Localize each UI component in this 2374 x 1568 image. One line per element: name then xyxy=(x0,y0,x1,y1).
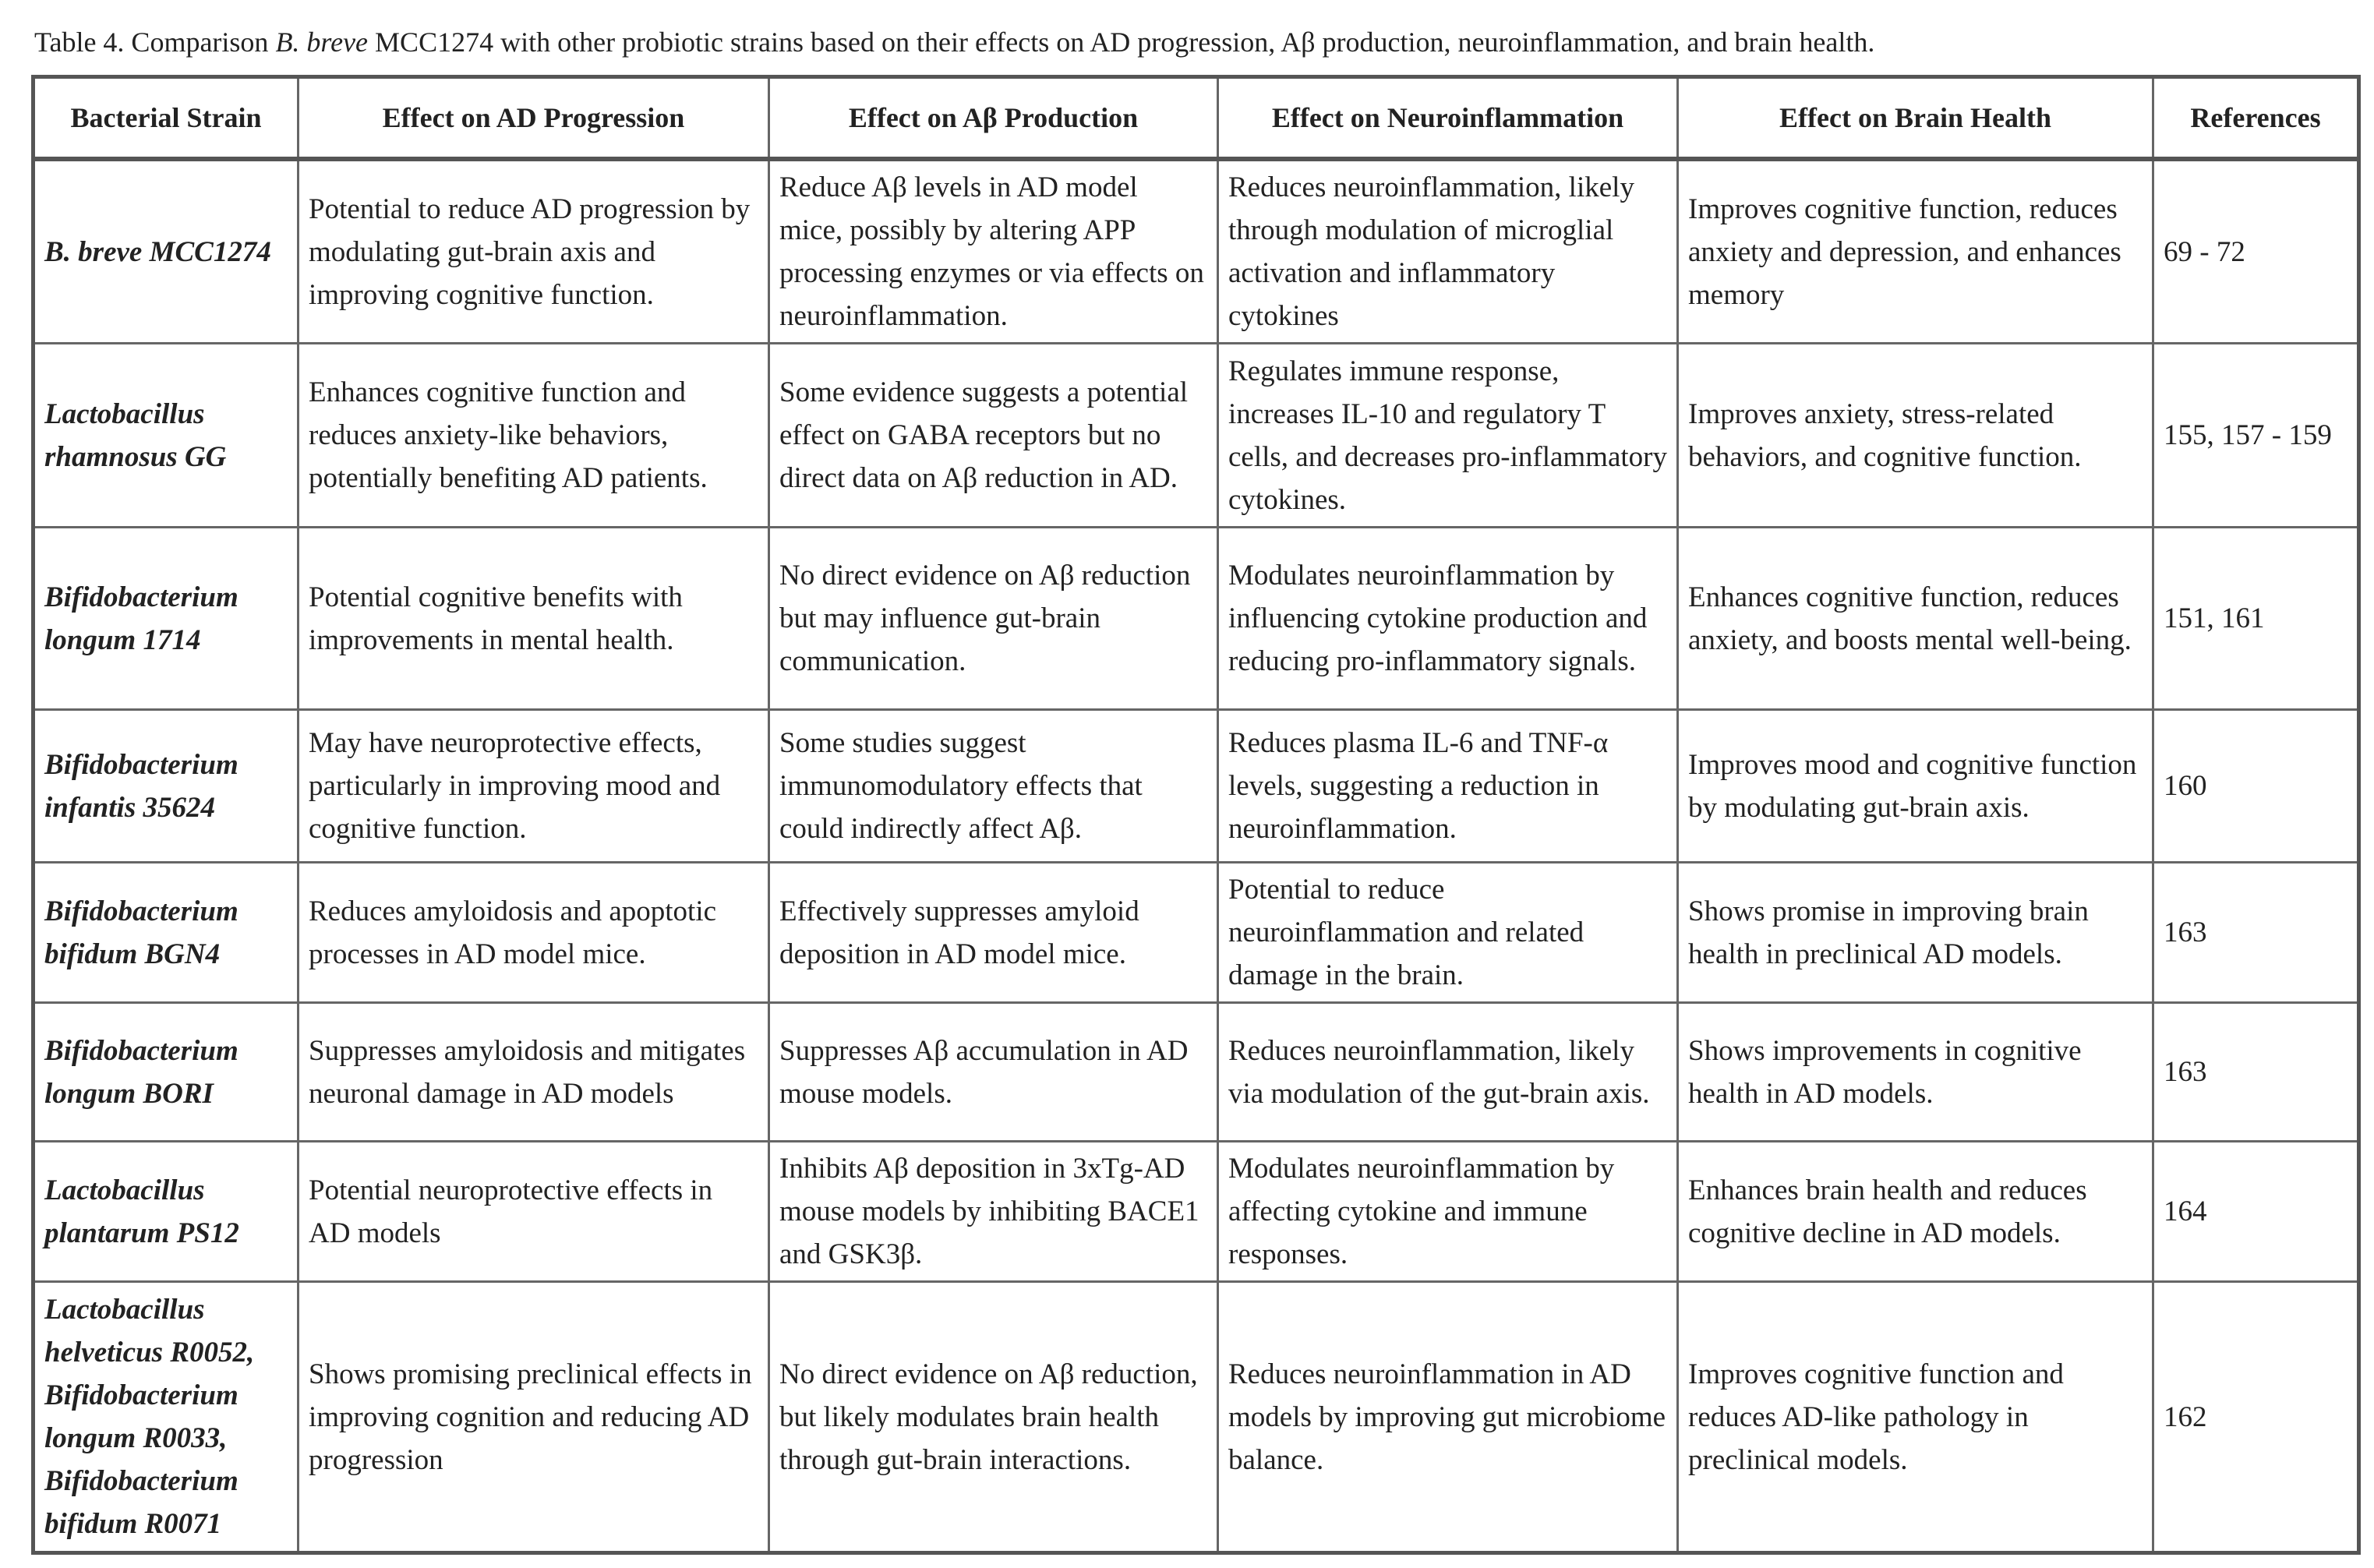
header-abeta-production: Effect on Aβ Production xyxy=(769,77,1218,160)
strain-cell: Bifidobacterium bifidum BGN4 xyxy=(34,863,299,1003)
brain-health-cell: Improves cognitive function, reduces anxiety and depression, and enhances memory xyxy=(1678,159,2153,344)
header-references: References xyxy=(2153,77,2359,160)
brain-health-cell: Improves anxiety, stress-related behaviors, and cognitive function. xyxy=(1678,344,2153,528)
table-row xyxy=(34,863,2359,1003)
abeta-cell: Inhibits Aβ deposition in 3xTg-AD mouse models by inhibiting BACE1 and GSK3β. xyxy=(769,1142,1218,1282)
neuroinflammation-cell: Modulates neuroinflammation by influencing cytokine production and reducing pro-inflammatory signals. xyxy=(1218,528,1678,710)
table-row xyxy=(34,159,2359,344)
neuroinflammation-cell: Reduces neuroinflammation, likely via modulation of the gut-brain axis. xyxy=(1218,1003,1678,1142)
brain-health-cell: Improves mood and cognitive function by modulating gut-brain axis. xyxy=(1678,710,2153,863)
ad-progression-cell: Reduces amyloidosis and apoptotic processes in AD model mice. xyxy=(299,863,769,1003)
header-brain-health: Effect on Brain Health xyxy=(1678,77,2153,160)
strain-cell: Bifidobacterium infantis 35624 xyxy=(34,710,299,863)
brain-health-cell: Shows improvements in cognitive health in AD models. xyxy=(1678,1003,2153,1142)
abeta-cell: Suppresses Aβ accumulation in AD mouse models. xyxy=(769,1003,1218,1142)
ad-progression-cell: May have neuroprotective effects, particularly in improving mood and cognitive function. xyxy=(299,710,769,863)
table-row xyxy=(34,528,2359,710)
neuroinflammation-cell: Reduces neuroinflammation in AD models by improving gut microbiome balance. xyxy=(1218,1282,1678,1553)
references-cell: 164 xyxy=(2153,1142,2359,1282)
caption-species: B. breve xyxy=(275,26,369,58)
references-cell: 160 xyxy=(2153,710,2359,863)
abeta-cell: No direct evidence on Aβ reduction, but likely modulates brain health through gut-brain interactions. xyxy=(769,1282,1218,1553)
neuroinflammation-cell: Modulates neuroinflammation by affecting cytokine and immune responses. xyxy=(1218,1142,1678,1282)
table-row xyxy=(34,1142,2359,1282)
strain-cell: B. breve MCC1274 xyxy=(34,159,299,344)
abeta-cell: Some studies suggest immunomodulatory effects that could indirectly affect Aβ. xyxy=(769,710,1218,863)
ad-progression-cell: Shows promising preclinical effects in improving cognition and reducing AD progression xyxy=(299,1282,769,1553)
neuroinflammation-cell: Reduces plasma IL-6 and TNF-α levels, suggesting a reduction in neuroinflammation. xyxy=(1218,710,1678,863)
ad-progression-cell: Potential neuroprotective effects in AD models xyxy=(299,1142,769,1282)
strain-cell: Bifidobacterium longum 1714 xyxy=(34,528,299,710)
neuroinflammation-cell: Reduces neuroinflammation, likely through modulation of microglial activation and inflammatory cytokines xyxy=(1218,159,1678,344)
comparison-table xyxy=(31,75,2361,1555)
references-cell: 155, 157 - 159 xyxy=(2153,344,2359,528)
table-row xyxy=(34,1003,2359,1142)
strain-cell: Lactobacillus plantarum PS12 xyxy=(34,1142,299,1282)
table-row xyxy=(34,1282,2359,1553)
header-bacterial-strain: Bacterial Strain xyxy=(34,77,299,160)
table-row xyxy=(34,344,2359,528)
strain-cell: Bifidobacterium longum BORI xyxy=(34,1003,299,1142)
brain-health-cell: Shows promise in improving brain health in preclinical AD models. xyxy=(1678,863,2153,1003)
references-cell: 163 xyxy=(2153,1003,2359,1142)
abeta-cell: Effectively suppresses amyloid deposition in AD model mice. xyxy=(769,863,1218,1003)
caption-suffix: MCC1274 with other probiotic strains based on their effects on AD progression, Aβ production, neuroinflammation, and brain health. xyxy=(368,26,1875,58)
header-row xyxy=(34,77,2359,160)
strain-cell: Lactobacillus rhamnosus GG xyxy=(34,344,299,528)
brain-health-cell: Improves cognitive function and reduces AD-like pathology in preclinical models. xyxy=(1678,1282,2153,1553)
strain-cell: Lactobacillus helveticus R0052, Bifidobacterium longum R0033, Bifidobacterium bifidum R0071 xyxy=(34,1282,299,1553)
references-cell: 151, 161 xyxy=(2153,528,2359,710)
ad-progression-cell: Potential cognitive benefits with improvements in mental health. xyxy=(299,528,769,710)
abeta-cell: No direct evidence on Aβ reduction but may influence gut-brain communication. xyxy=(769,528,1218,710)
references-cell: 69 - 72 xyxy=(2153,159,2359,344)
abeta-cell: Some evidence suggests a potential effect on GABA receptors but no direct data on Aβ reduction in AD. xyxy=(769,344,1218,528)
header-ad-progression: Effect on AD Progression xyxy=(299,77,769,160)
abeta-cell: Reduce Aβ levels in AD model mice, possibly by altering APP processing enzymes or via effects on neuroinflammation. xyxy=(769,159,1218,344)
references-cell: 162 xyxy=(2153,1282,2359,1553)
neuroinflammation-cell: Regulates immune response, increases IL-10 and regulatory T cells, and decreases pro-inflammatory cytokines. xyxy=(1218,344,1678,528)
ad-progression-cell: Potential to reduce AD progression by modulating gut-brain axis and improving cognitive function. xyxy=(299,159,769,344)
brain-health-cell: Enhances cognitive function, reduces anxiety, and boosts mental well-being. xyxy=(1678,528,2153,710)
brain-health-cell: Enhances brain health and reduces cognitive decline in AD models. xyxy=(1678,1142,2153,1282)
ad-progression-cell: Enhances cognitive function and reduces anxiety-like behaviors, potentially benefiting AD patients. xyxy=(299,344,769,528)
table-caption xyxy=(34,23,2357,61)
table-row xyxy=(34,710,2359,863)
caption-prefix: Table 4. Comparison xyxy=(34,26,276,58)
header-neuroinflammation: Effect on Neuroinflammation xyxy=(1218,77,1678,160)
references-cell: 163 xyxy=(2153,863,2359,1003)
neuroinflammation-cell: Potential to reduce neuroinflammation and related damage in the brain. xyxy=(1218,863,1678,1003)
ad-progression-cell: Suppresses amyloidosis and mitigates neuronal damage in AD models xyxy=(299,1003,769,1142)
